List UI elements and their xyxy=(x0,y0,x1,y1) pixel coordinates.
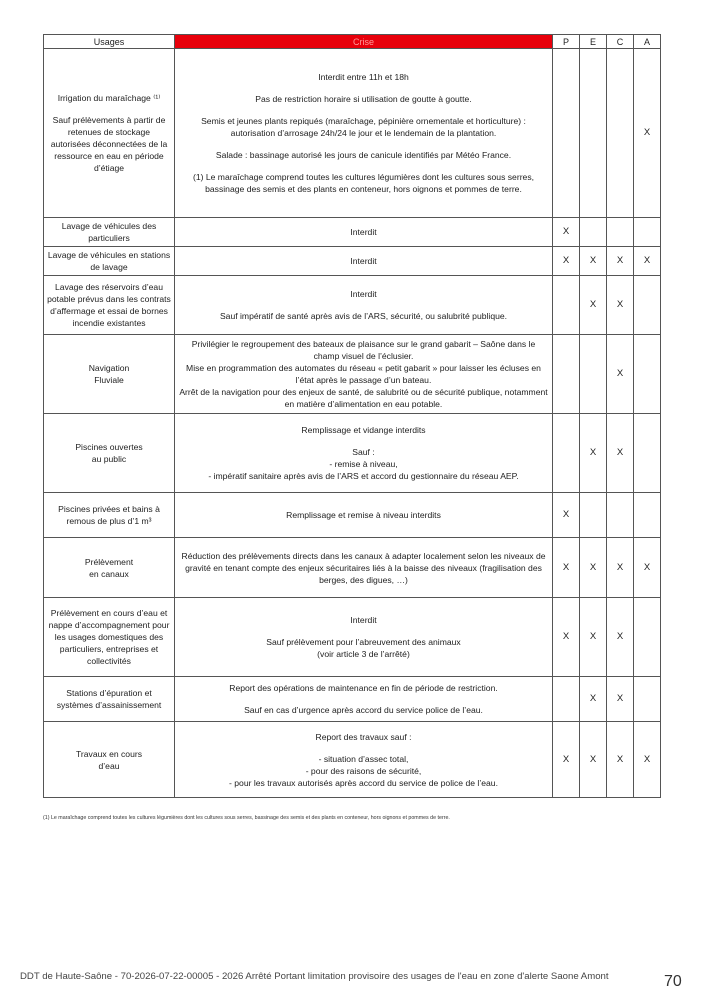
crise-line xyxy=(178,694,549,704)
crise-line: (voir article 3 de l’arrêté) xyxy=(317,649,410,659)
mark-c xyxy=(607,49,634,218)
crise-line: Interdit xyxy=(350,615,377,625)
mark-c: X xyxy=(607,598,634,677)
crise-line: Report des travaux sauf : xyxy=(315,731,412,742)
crise-line xyxy=(178,105,549,115)
usage-line: Navigation xyxy=(88,363,130,373)
crise-line xyxy=(178,626,549,636)
mark-e: X xyxy=(580,414,607,493)
mark-p xyxy=(553,276,580,335)
restrictions-table xyxy=(43,34,661,798)
usage-cell xyxy=(44,414,175,493)
usage-cell xyxy=(44,276,175,335)
mark-p: X xyxy=(553,598,580,677)
crise-line: Report des opérations de maintenance en fin de période de restriction. xyxy=(229,683,498,693)
crise-cell xyxy=(175,538,553,598)
usage-cell xyxy=(44,335,175,414)
footer-text: DDT de Haute-Saône - 70-2026-07-22-00005 - 2026 Arrêté Portant limitation provisoire des usages de l'eau en zone d'alerte Saone Amont xyxy=(20,971,609,982)
table-row-prelevement-canaux xyxy=(44,538,661,598)
crise-cell xyxy=(175,49,553,218)
mark-e xyxy=(580,218,607,247)
page-number: 70 xyxy=(664,973,682,990)
mark-a xyxy=(634,677,661,722)
mark-a: X xyxy=(634,247,661,276)
crise-line: - pour les travaux autorisés après accord du service de police de l’eau. xyxy=(229,777,498,788)
usage-line: Lavage des réservoirs d’eau potable prévus dans les contrats d’affermage et essai de bornes incendie existantes xyxy=(47,282,171,328)
usage-line: d’eau xyxy=(98,760,120,771)
mark-a xyxy=(634,335,661,414)
usage-line: Travaux en cours xyxy=(75,748,143,759)
mark-c xyxy=(607,493,634,538)
mark-p: X xyxy=(553,538,580,598)
table-row-irrigation-maraichage xyxy=(44,49,661,218)
crise-line: - situation d’assec total, xyxy=(318,753,409,764)
usage-line: Piscines ouvertes xyxy=(75,442,143,452)
crise-line xyxy=(178,139,549,149)
table-header-row xyxy=(44,35,661,49)
crise-line: Sauf en cas d’urgence après accord du service police de l’eau. xyxy=(244,705,483,715)
crise-line: Interdit xyxy=(350,289,377,299)
table-row-travaux-cours-eau xyxy=(44,722,661,798)
header-usages: Usages xyxy=(44,35,175,49)
crise-line: Semis et jeunes plants repiqués (maraîchage, pépinière ornementale et horticulture) : autorisation d’arrosage 24h/24 le jour et le lendemain de la plantation. xyxy=(201,116,526,138)
mark-p xyxy=(553,335,580,414)
crise-line: - pour des raisons de sécurité, xyxy=(305,765,422,776)
crise-line: Remplissage et vidange interdits xyxy=(301,425,426,435)
mark-e: X xyxy=(580,276,607,335)
header-e: E xyxy=(580,35,607,49)
crise-line xyxy=(178,436,549,446)
usage-cell xyxy=(44,49,175,218)
crise-line: Privilégier le regroupement des bateaux de plaisance sur le grand gabarit – Saône dans le champ visuel de l’éclusier. xyxy=(191,339,536,361)
table-row-lavage-stations xyxy=(44,247,661,276)
crise-line: Interdit xyxy=(350,256,377,266)
crise-line: - remise à niveau, xyxy=(329,459,398,469)
usage-line xyxy=(47,104,171,114)
mark-e: X xyxy=(580,247,607,276)
mark-c: X xyxy=(607,538,634,598)
usage-cell xyxy=(44,247,175,276)
crise-cell xyxy=(175,722,553,798)
mark-c xyxy=(607,218,634,247)
mark-c: X xyxy=(607,414,634,493)
mark-e: X xyxy=(580,538,607,598)
mark-p: X xyxy=(553,493,580,538)
mark-a: X xyxy=(634,49,661,218)
crise-line: Sauf : xyxy=(352,447,375,457)
usage-line: Lavage de véhicules en stations de lavage xyxy=(47,250,171,272)
usage-cell xyxy=(44,218,175,247)
crise-line: Sauf prélèvement pour l’abreuvement des animaux xyxy=(266,637,461,647)
mark-p xyxy=(553,49,580,218)
table-row-piscines-privees xyxy=(44,493,661,538)
crise-line: (1) Le maraîchage comprend toutes les cultures légumières dont les cultures sous serres, bassinage des semis et des plants en conteneur, hors oignons et pommes de terre. xyxy=(192,172,535,194)
mark-p: X xyxy=(553,722,580,798)
header-p: P xyxy=(553,35,580,49)
mark-a xyxy=(634,218,661,247)
mark-c: X xyxy=(607,276,634,335)
usage-cell xyxy=(44,493,175,538)
usage-line: Sauf prélèvements à partir de retenues de stockage autorisées déconnectées de la ressource en eau en période d’étiage xyxy=(50,115,168,173)
footnote: (1) Le maraîchage comprend toutes les cultures légumières dont les cultures sous serres, bassinage des semis et des plants en conteneur, hors oignons et pommes de terre. xyxy=(43,815,450,821)
mark-c: X xyxy=(607,722,634,798)
mark-c: X xyxy=(607,335,634,414)
mark-c: X xyxy=(607,677,634,722)
crise-line: Salade : bassinage autorisé les jours de canicule identifiés par Météo France. xyxy=(215,150,512,160)
table-row-prelevement-cours-eau xyxy=(44,598,661,677)
mark-a xyxy=(634,598,661,677)
usage-line: en canaux xyxy=(89,568,129,579)
usage-line: au public xyxy=(91,454,127,464)
crise-line: Interdit xyxy=(350,227,377,237)
usage-cell xyxy=(44,677,175,722)
mark-e xyxy=(580,335,607,414)
mark-p xyxy=(553,677,580,722)
crise-cell xyxy=(175,276,553,335)
crise-line: Sauf impératif de santé après avis de l’ARS, sécurité, ou salubrité publique. xyxy=(219,311,508,321)
crise-cell xyxy=(175,247,553,276)
header-c: C xyxy=(607,35,634,49)
usage-line: Lavage de véhicules des particuliers xyxy=(61,221,157,243)
crise-cell xyxy=(175,493,553,538)
crise-line xyxy=(178,743,549,753)
table-row-piscines-publiques xyxy=(44,414,661,493)
crise-line: Arrêt de la navigation pour des enjeux de santé, de salubrité ou de sécurité publique, notamment en matière d’alimentation en eau potable. xyxy=(179,387,548,409)
usage-line: Fluviale xyxy=(94,375,124,385)
usage-cell xyxy=(44,722,175,798)
crise-cell xyxy=(175,598,553,677)
table-row-lavage-reservoirs xyxy=(44,276,661,335)
crise-line xyxy=(178,83,549,93)
crise-cell xyxy=(175,677,553,722)
crise-line xyxy=(178,161,549,171)
crise-line: Réduction des prélèvements directs dans les canaux à adapter localement selon les niveaux de gravité en tenant compte des enjeux sécuritaires liés à la baisse des niveaux (fragilisation des berges, des digues, …) xyxy=(181,550,546,585)
usage-cell xyxy=(44,598,175,677)
mark-a xyxy=(634,414,661,493)
table-row-stations-epuration xyxy=(44,677,661,722)
crise-line: - impératif sanitaire après avis de l’ARS et accord du gestionnaire du réseau AEP. xyxy=(208,471,519,481)
mark-a: X xyxy=(634,722,661,798)
usage-line: Prélèvement xyxy=(84,556,134,567)
mark-p: X xyxy=(553,218,580,247)
header-crise: Crise xyxy=(175,35,553,49)
usage-cell xyxy=(44,538,175,598)
usage-line: Irrigation du maraîchage ⁽¹⁾ xyxy=(57,93,161,103)
crise-cell xyxy=(175,218,553,247)
mark-a xyxy=(634,493,661,538)
crise-cell xyxy=(175,335,553,414)
table-body xyxy=(44,49,661,798)
mark-p xyxy=(553,414,580,493)
mark-e xyxy=(580,493,607,538)
mark-a: X xyxy=(634,538,661,598)
crise-line: Mise en programmation des automates du réseau « petit gabarit » pour laisser les écluses en l’état après le passage d’un bateau. xyxy=(186,363,541,385)
mark-e: X xyxy=(580,598,607,677)
crise-line: Interdit entre 11h et 18h xyxy=(318,72,409,82)
header-a: A xyxy=(634,35,661,49)
crise-line: Remplissage et remise à niveau interdits xyxy=(286,510,441,520)
mark-a xyxy=(634,276,661,335)
crise-line xyxy=(178,300,549,310)
crise-cell xyxy=(175,414,553,493)
mark-e: X xyxy=(580,722,607,798)
mark-e xyxy=(580,49,607,218)
mark-p: X xyxy=(553,247,580,276)
usage-line: Piscines privées et bains à remous de plus d’1 m³ xyxy=(58,504,160,526)
usage-line: Prélèvement en cours d’eau et nappe d’accompagnement pour les usages domestiques des particuliers, entreprises et collectivités xyxy=(48,608,170,666)
table-row-navigation-fluviale xyxy=(44,335,661,414)
crise-line: Pas de restriction horaire si utilisation de goutte à goutte. xyxy=(255,94,472,104)
usage-line: Stations d’épuration et systèmes d’assainissement xyxy=(56,688,162,710)
table-row-lavage-vehicules-particuliers xyxy=(44,218,661,247)
mark-c: X xyxy=(607,247,634,276)
mark-e: X xyxy=(580,677,607,722)
